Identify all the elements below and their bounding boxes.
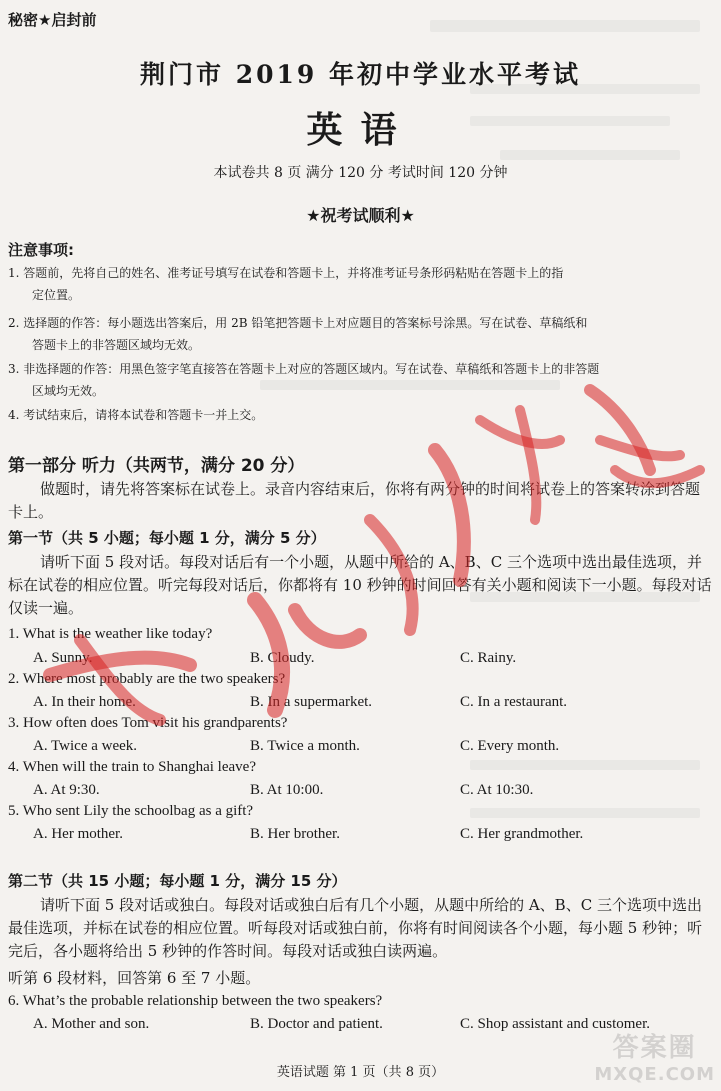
question-1: 1. What is the weather like today? [8, 626, 213, 642]
option-c: C. Every month. [460, 738, 560, 754]
secret-label: 秘密★启封前 [8, 11, 97, 29]
note-line: 区域均无效。 [32, 384, 105, 398]
newspaper-stamp-logo [40, 380, 720, 740]
question-6: 6. What’s the probable relationship between the two speakers? [8, 993, 383, 1009]
option-b: B. Cloudy. [250, 650, 315, 666]
note-line: 4. 考试结束后，请将本试卷和答题卡一并上交。 [8, 408, 264, 422]
watermark-line1: 答案圈 [612, 1033, 697, 1063]
option-a: A. At 9:30. [33, 782, 100, 798]
stamp-brush-strokes [40, 380, 720, 740]
note-line: 3. 非选择题的作答：用黑色签字笔直接答在答题卡上对应的答题区域内。写在试卷、草稿纸和答题卡上的非答题 [8, 362, 600, 376]
option-c: C. In a restaurant. [460, 694, 568, 710]
question-5: 5. Who sent Lily the schoolbag as a gift? [8, 803, 254, 819]
option-b: B. Her brother. [250, 826, 340, 842]
note-line: 1. 答题前，先将自己的姓名、准考证号填写在试卷和答题卡上，并将准考证号条形码粘贴在答题卡上的指 [8, 266, 564, 280]
option-b: B. At 10:00. [250, 782, 324, 798]
note-item [8, 262, 563, 306]
section2-sub-instruction: 听第 6 段材料，回答第 6 至 7 小题。 [8, 969, 261, 987]
question-2: 2. Where most probably are the two speakers? [8, 671, 286, 687]
option-a: A. In their home. [33, 694, 136, 710]
option-c: C. Shop assistant and customer. [460, 1016, 650, 1032]
option-c: C. At 10:30. [460, 782, 534, 798]
notes-heading: 注意事项: [8, 241, 74, 259]
exam-info: 本试卷共 8 页 满分 120 分 考试时间 120 分钟 [213, 165, 508, 181]
option-c: C. Her grandmother. [460, 826, 584, 842]
part1-heading: 第一部分 听力（共两节，满分 20 分） [8, 456, 305, 476]
option-b: B. Doctor and patient. [250, 1016, 383, 1032]
site-watermark-logo [594, 1027, 715, 1085]
option-a: A. Her mother. [33, 826, 123, 842]
page-footer: 英语试题 第 1 页（共 8 页） [276, 1065, 445, 1080]
exam-title: 荆门市 2019 年初中学业水平考试 [140, 60, 581, 89]
option-a: A. Twice a week. [33, 738, 138, 754]
bleed-through-text [470, 760, 700, 770]
section2-intro [8, 894, 713, 963]
subject-title: 英语 [306, 110, 415, 151]
section1-intro-text: 请听下面 5 段对话。每段对话后有一个小题，从题中所给的 A、B、C 三个选项中选出最佳选项，并标在试卷的相应位置。听完每段对话后，你都将有 10 秒钟的时间回答有关小题和阅读下一小题。每段对话仅读一遍。 [8, 553, 712, 617]
good-luck-banner: ★祝考试顺利★ [306, 206, 415, 225]
section2-heading: 第二节（共 15 小题；每小题 1 分，满分 15 分） [8, 872, 347, 890]
option-a: A. Sunny. [33, 650, 93, 666]
note-line: 2. 选择题的作答：每小题选出答案后，用 2B 铅笔把答题卡上对应题目的答案标号涂黑。写在试卷、草稿纸和 [8, 316, 588, 330]
watermark-line2: MXQE.COM [594, 1064, 715, 1085]
option-c: C. Rainy. [460, 650, 517, 666]
question-3: 3. How often does Tom visit his grandparents? [8, 715, 288, 731]
note-item [8, 312, 587, 356]
question-4: 4. When will the train to Shanghai leave? [8, 759, 256, 775]
part1-intro-text: 做题时，请先将答案标在试卷上。录音内容结束后，你将有两分钟的时间将试卷上的答案转涂到答题卡上。 [8, 480, 701, 521]
section1-heading: 第一节（共 5 小题；每小题 1 分，满分 5 分） [8, 529, 326, 547]
option-b: B. Twice a month. [250, 738, 360, 754]
bleed-through-text [430, 20, 700, 32]
section2-intro-text: 请听下面 5 段对话或独白。每段对话或独白后有几个小题，从题中所给的 A、B、C 三个选项中选出最佳选项，并标在试卷的相应位置。听每段对话或独白前，你将有时间阅读各个小题，每小题 5 秒钟；听完后，各小题将给出 5 秒钟的作答时间。每段对话或独白读两遍。 [8, 896, 703, 960]
note-line: 定位置。 [32, 288, 81, 302]
bleed-through-text [470, 808, 700, 818]
option-b: B. In a supermarket. [250, 694, 373, 710]
option-a: A. Mother and son. [33, 1016, 150, 1032]
note-line: 答题卡上的非答题区域均无效。 [32, 338, 201, 352]
